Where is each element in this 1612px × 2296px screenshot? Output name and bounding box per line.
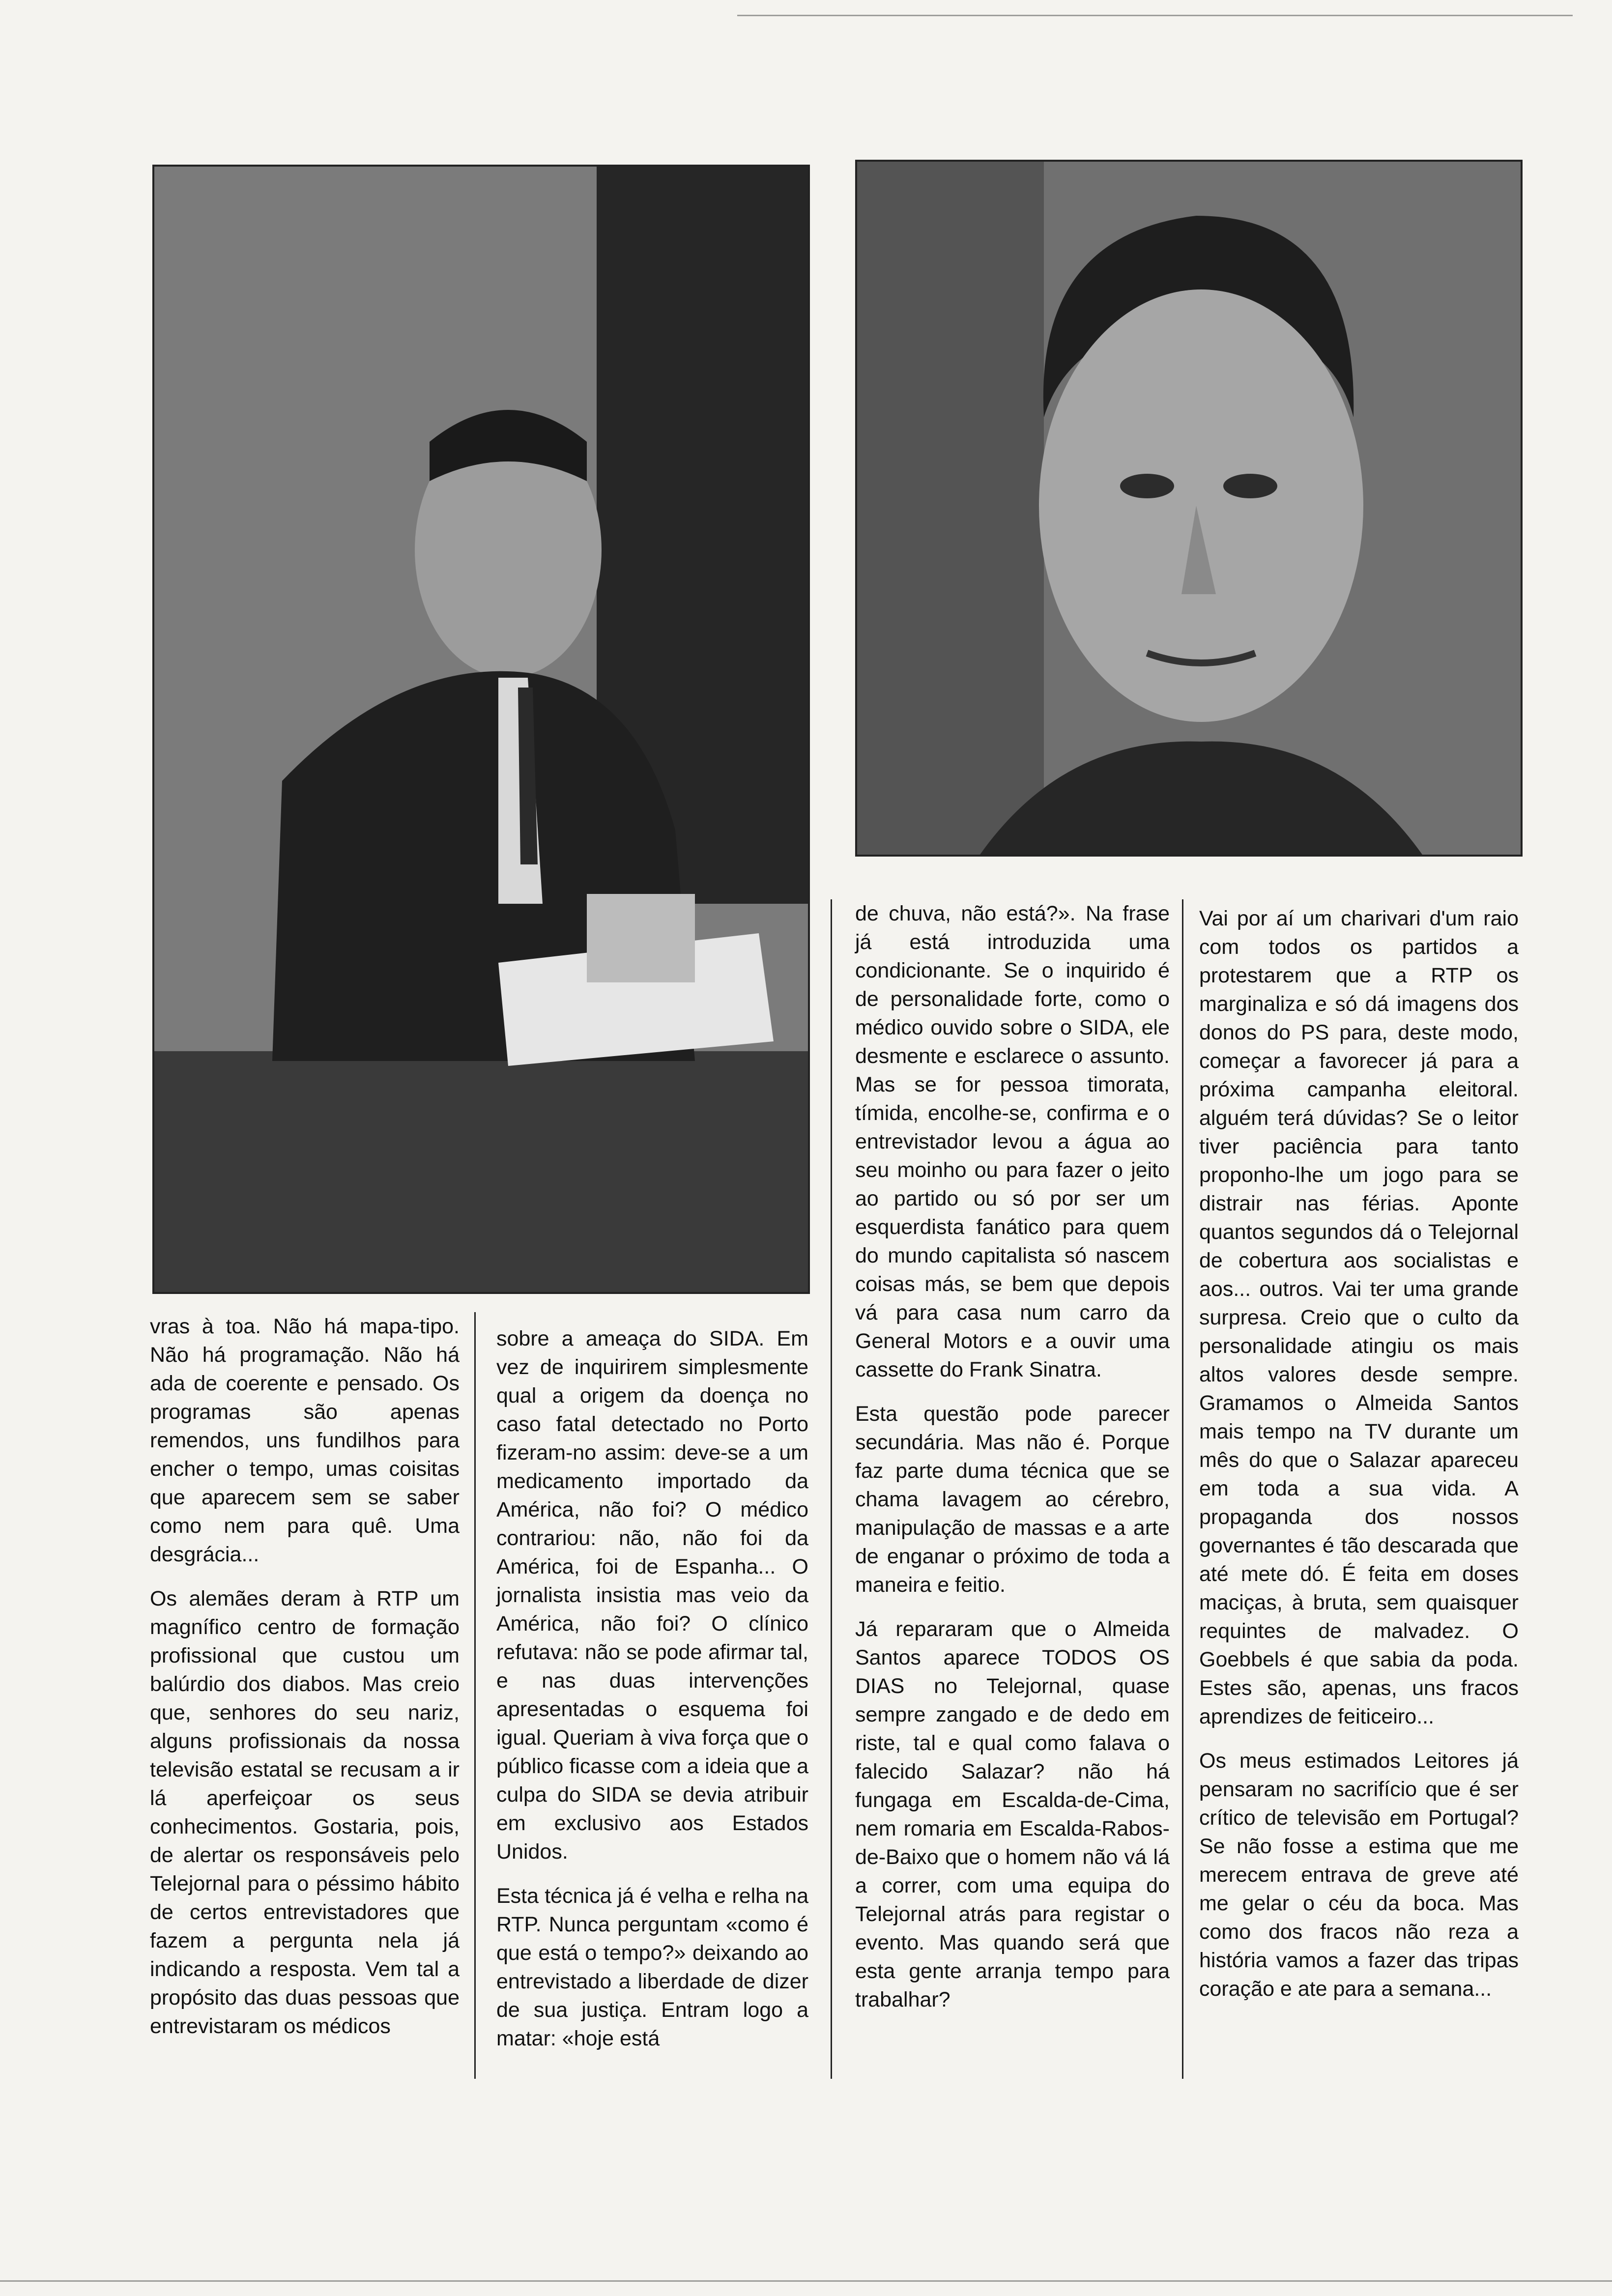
column-rule-2 [831,899,832,2079]
paragraph: Vai por aí um charivari d'um raio com todos os partidos a protestarem que a RTP os marginaliza e só dá imagens dos donos do PS para, deste modo, começar a favorecer já para a próxima campanha eleitoral. alguém terá dúvidas? Se o leitor tiver paciência para tanto proponho-lhe um jogo para se distrair nas férias. Aponte quantos segundos dá o Telejornal de cobertura aos socialistas e aos... outros. Vai ter uma grande surpresa. Creio que o culto da personalidade atingiu os mais altos valores desde sempre. Gramamos o Almeida Santos mais tempo na TV durante um mês do que o Salazar apareceu em toda a sua vida. A propaganda dos nossos governantes é tão descarada que até mete dó. É feita em doses maciças, à bruta, sem quaisquer requintes de malvadez. O Goebbels é que sabia da poda. Estes são, apenas, uns fracos aprendizes de feiticeiro... [1199,907,1519,1728]
column-rule-1 [474,1312,476,2079]
paragraph: Esta técnica já é velha e relha na RTP. Nunca perguntam «como é que está o tempo?» deixando ao entrevistado a liberdade de dizer de sua justiça. Entram logo a matar: «hoje está [496,1884,808,2050]
paragraph: Os alemães deram à RTP um magnífico centro de formação profissional que custou um balúrdio dos diabos. Mas creio que, senhores do seu nariz, alguns profissionais da nossa televisão estatal se recusam a ir lá aperfeiçoar os seus conhecimentos. Gostaria, pois, de alertar os responsáveis pelo Telejornal para o péssimo hábito de certos entrevistadores que fazem a pergunta nela já indicando a resposta. Vem tal a propósito das duas pessoas que entrevistaram os médicos [150,1587,460,2038]
column-rule-3 [1182,899,1183,2079]
photo-man-at-desk [152,165,810,1294]
paragraph: de chuva, não está?». Na frase já está introduzida uma condicionante. Se o inquirido é de personalidade forte, como o médico ouvido sobre o SIDA, ele desmente e esclarece o assunto. Mas se for pessoa timorata, tímida, encolhe-se, confirma e o entrevistador levou a água ao seu moinho ou para fazer o jeito ao partido ou só por ser um esquerdista fanático para quem do mundo capitalista só nascem coisas más, se bem que depois vá para casa num carro da General Motors e a ouvir uma cassette do Frank Sinatra. [855,902,1170,1381]
paragraph: Os meus estimados Leitores já pensaram no sacrifício que é ser crítico de televisão em Portugal? Se não fosse a estima que me merecem entrava de greve até me gelar o céu da boca. Mas como dos fracos não reza a história vamos a fazer das tripas coração e ate para a semana... [1199,1749,1519,2001]
paragraph: Esta questão pode parecer secundária. Mas não é. Porque faz parte duma técnica que se chama lavagem ao cérebro, manipulação de massas e a arte de enganar o próximo de toda a maneira e feitio. [855,1402,1170,1597]
article-column-3 [855,899,1170,2030]
scan-edge-bottom [0,2280,1612,2282]
paragraph: vras à toa. Não há mapa-tipo. Não há programação. Não há ada de coerente e pensado. Os programas são apenas remendos, uns fundilhos para encher o tempo, umas coisitas que aparecem sem se saber como nem para quê. Uma desgrácia... [150,1315,460,1566]
photo-man-portrait [855,160,1523,857]
article-column-2 [496,1324,808,2068]
article-column-1 [150,1312,460,2056]
photo-man-portrait-image [857,162,1521,855]
paragraph: Já repararam que o Almeida Santos aparece TODOS OS DIAS no Telejornal, quase sempre zangado e de dedo em riste, tal e qual como falava o falecido Salazar? não há fungaga em Escalda-de-Cima, nem romaria em Escalda-Rabos-de-Baixo que o homem não vá lá a correr, com uma equipa do Telejornal atrás para registar o evento. Mas quando será que esta gente arranja tempo para trabalhar? [855,1617,1170,2011]
scan-edge-top [737,15,1573,16]
paragraph: sobre a ameaça do SIDA. Em vez de inquirirem simplesmente qual a origem da doença no caso fatal detectado no Porto fizeram-no assim: deve-se a um medicamento importado da América, não foi? O médico contrariou: não, não foi da América, foi de Espanha... O jornalista insistia mas veio da América, não foi? O clínico refutava: não se pode afirmar tal, e nas duas intervenções apresentadas o esquema foi igual. Queriam à viva força que o público ficasse com a ideia que a culpa do SIDA se devia atribuir em exclusivo aos Estados Unidos. [496,1327,808,1864]
article-column-4 [1199,904,1519,2019]
photo-man-at-desk-image [154,167,808,1292]
